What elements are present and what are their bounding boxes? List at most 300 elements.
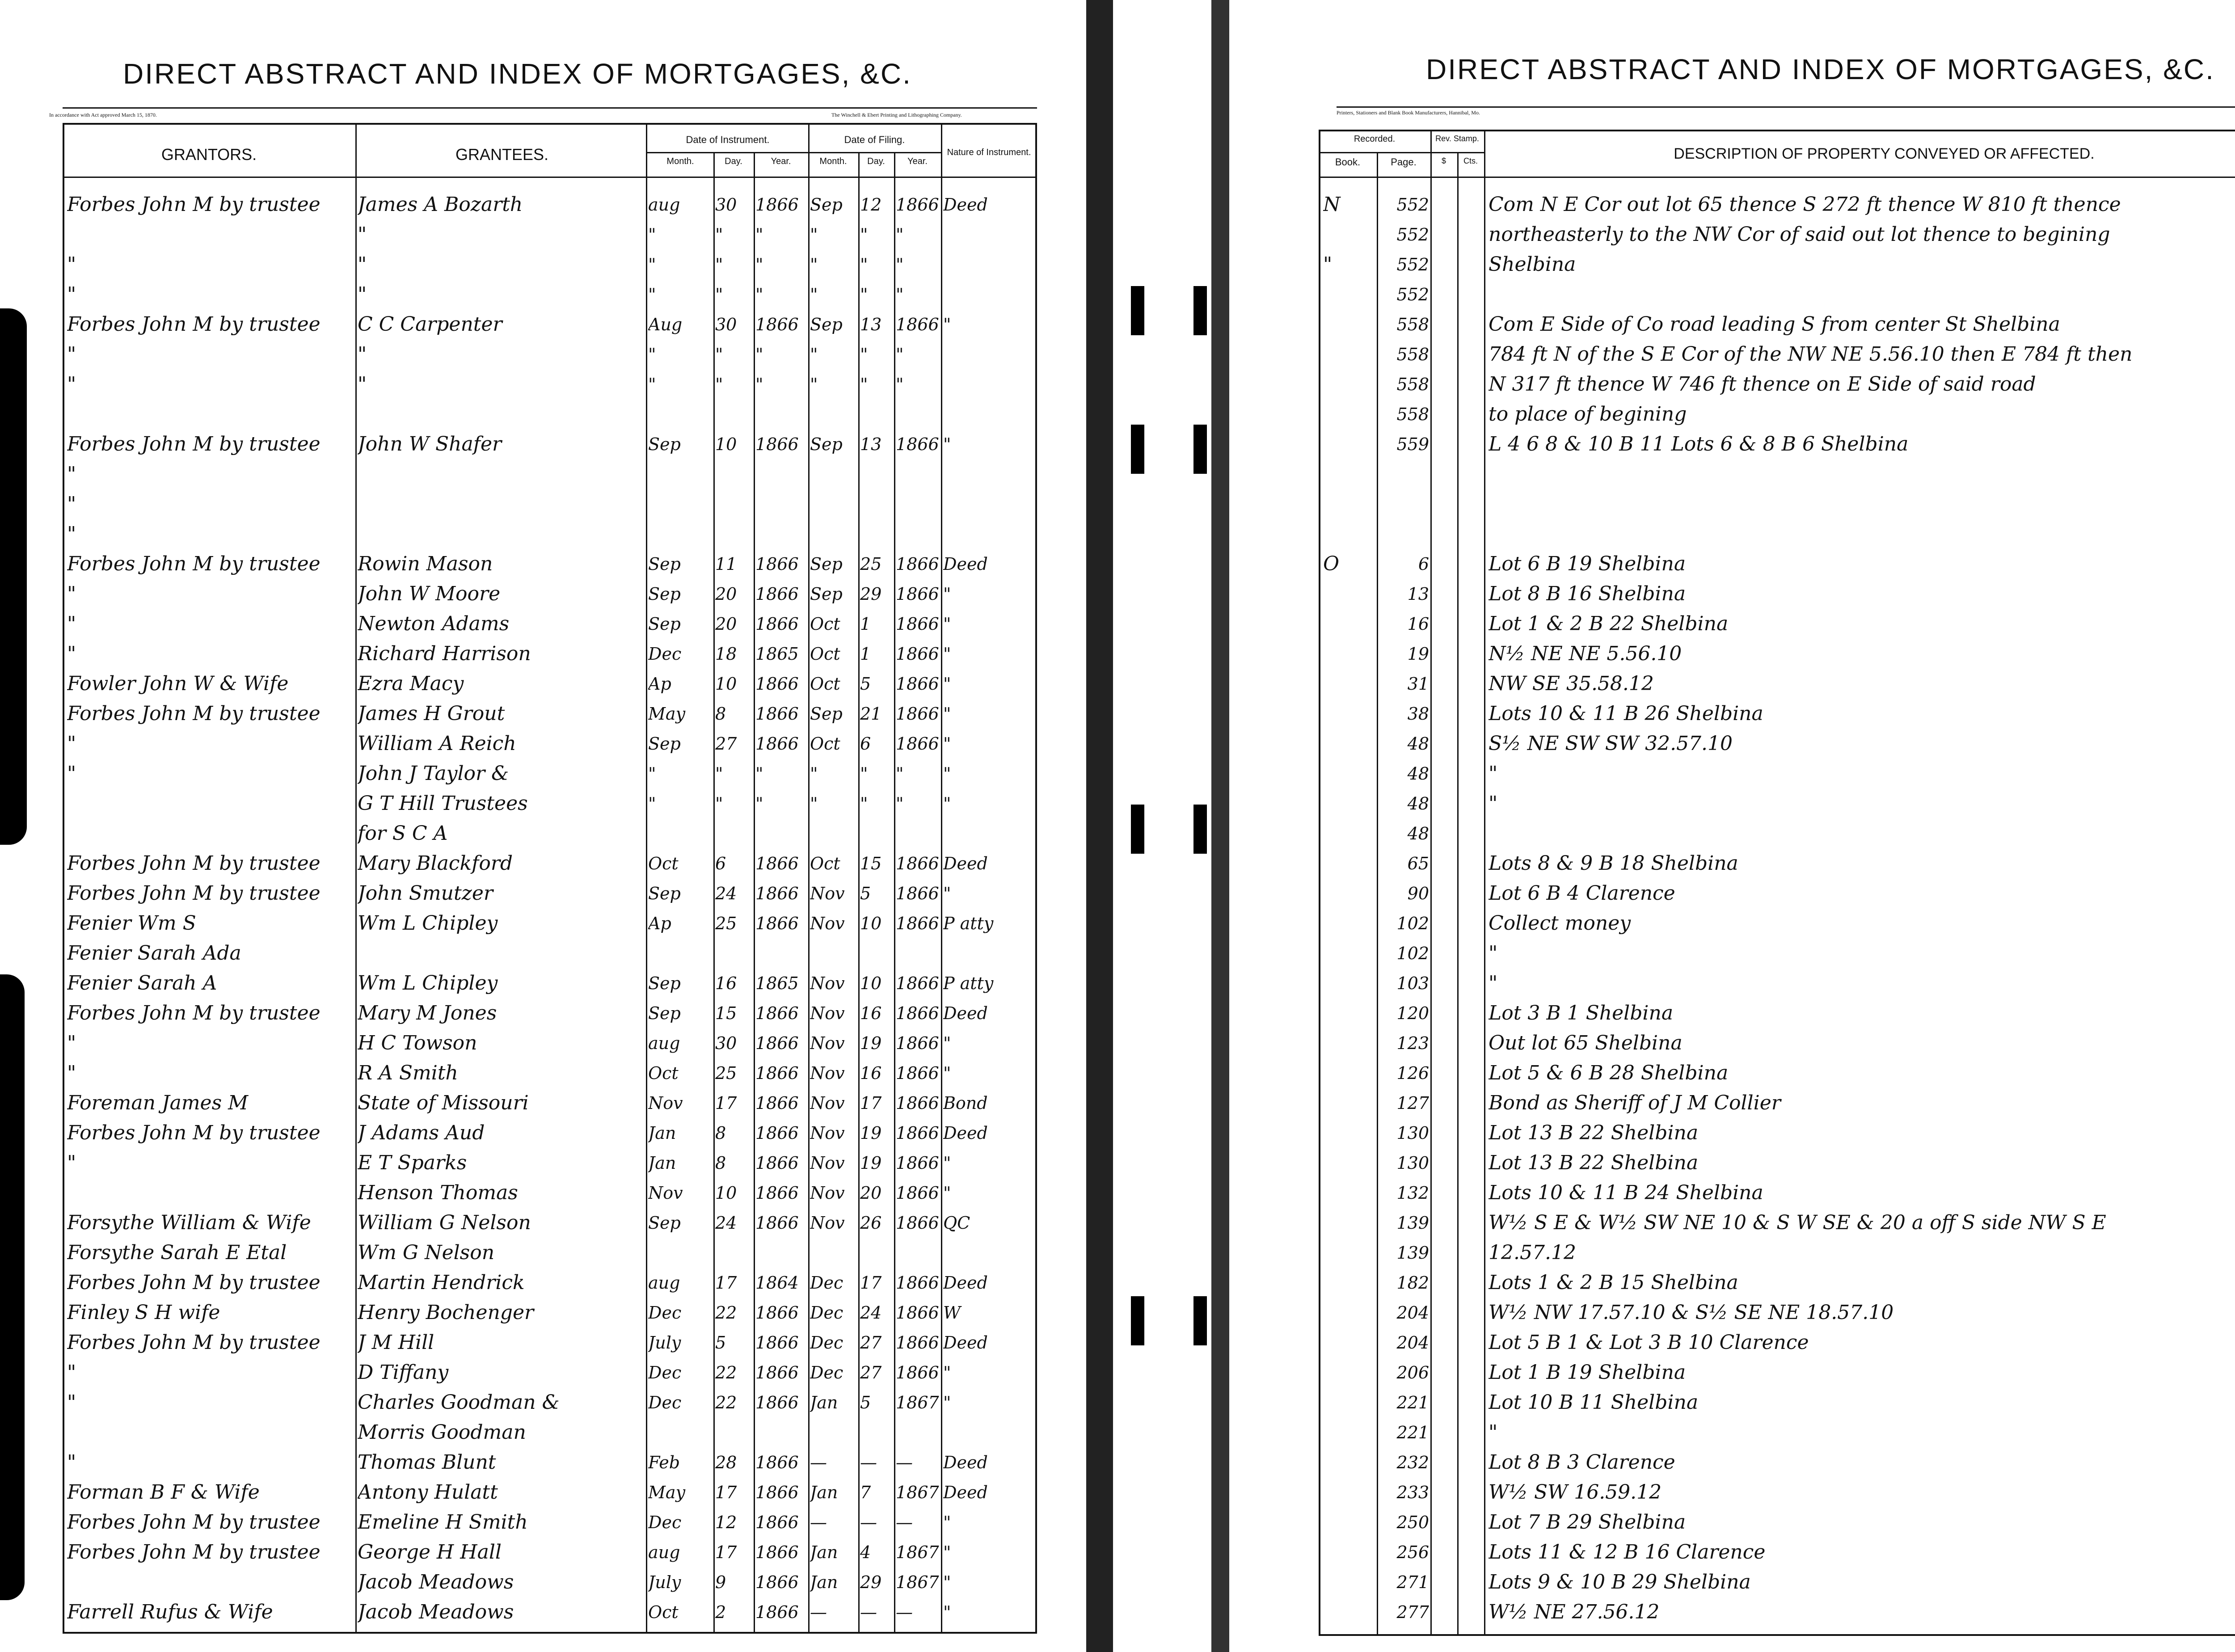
instrument-year-cell: 1866 [755, 1123, 799, 1143]
book-gutter [1064, 0, 1265, 1652]
instrument-year-cell: 1866 [755, 1213, 799, 1233]
description-cell: to place of begining [1489, 403, 1687, 426]
description-cell: NW SE 35.58.12 [1489, 672, 1654, 695]
instrument-day-cell: 24 [715, 884, 737, 903]
grantor-cell: Finley S H wife [67, 1301, 220, 1324]
grantor-cell: " [67, 463, 76, 485]
instrument-month-cell: " [648, 375, 656, 394]
filing-day-cell: 20 [860, 1183, 882, 1203]
nature-cell: " [943, 1602, 951, 1622]
filing-month-cell: Oct [810, 644, 840, 664]
nature-cell: Deed [943, 1003, 988, 1023]
filing-year-cell: 1867 [896, 1572, 939, 1592]
instrument-day-cell: " [715, 345, 723, 364]
filing-year-cell: 1866 [896, 1153, 939, 1173]
nature-cell: " [943, 315, 951, 334]
grantor-cell: " [67, 582, 76, 605]
grantor-cell: " [67, 373, 76, 396]
page-cell: 103 [1396, 974, 1429, 993]
instrument-year-cell: 1866 [755, 914, 799, 933]
header-rev-stamp: Rev. Stamp. [1435, 134, 1479, 143]
column-rule [941, 123, 942, 1634]
filing-year-cell: 1866 [896, 195, 939, 215]
instrument-month-cell: Jan [648, 1153, 676, 1173]
grantee-cell: George H Hall [358, 1541, 502, 1564]
title-rule [1337, 106, 2235, 108]
instrument-year-cell: " [755, 285, 763, 304]
instrument-year-cell: 1865 [755, 644, 799, 664]
filing-month-cell: Nov [810, 1003, 845, 1023]
nature-cell: Deed [943, 1453, 988, 1472]
grantor-cell: " [67, 1361, 76, 1384]
header-nature: Nature of Instrument. [947, 148, 1031, 157]
column-rule [754, 152, 755, 1634]
nature-cell: " [943, 1572, 951, 1592]
description-cell: W½ NE 27.56.12 [1489, 1601, 1660, 1623]
grantor-cell: Forbes John M by trustee [67, 852, 320, 875]
nature-cell: Deed [943, 854, 988, 873]
instrument-month-cell: Ap [648, 674, 671, 694]
instrument-day-cell: 17 [715, 1483, 737, 1502]
page-cell: 204 [1396, 1303, 1429, 1323]
nature-cell: " [943, 704, 951, 724]
description-cell: Lot 5 B 1 & Lot 3 B 10 Clarence [1489, 1331, 1809, 1354]
filing-month-cell: Nov [810, 1183, 845, 1203]
grantee-cell: Newton Adams [358, 612, 510, 635]
nature-cell: Deed [943, 1333, 988, 1353]
instrument-month-cell: " [648, 225, 656, 244]
page-cell: 130 [1396, 1123, 1429, 1143]
instrument-day-cell: " [715, 225, 723, 244]
filing-day-cell: " [860, 285, 868, 304]
grantor-cell: Fowler John W & Wife [67, 672, 289, 695]
grantor-cell: " [67, 1032, 76, 1054]
instrument-month-cell: Feb [648, 1453, 680, 1472]
header-subrule [1319, 152, 1484, 153]
instrument-day-cell: 11 [715, 554, 737, 574]
instrument-day-cell: 16 [715, 974, 737, 993]
grantee-cell: G T Hill Trustees [358, 792, 528, 815]
instrument-day-cell: 30 [715, 195, 737, 215]
filing-month-cell: Sep [810, 704, 843, 724]
description-cell: " [1489, 762, 1498, 785]
nature-cell: P atty [943, 914, 994, 933]
grantor-cell: " [67, 642, 76, 665]
instrument-day-cell: 8 [715, 704, 726, 724]
page-cell: 13 [1407, 584, 1429, 604]
filing-month-cell: Nov [810, 974, 845, 993]
instrument-month-cell: Oct [648, 1063, 679, 1083]
filing-month-cell: " [810, 225, 818, 244]
page-cell: 123 [1396, 1033, 1429, 1053]
grantee-cell: Jacob Meadows [358, 1571, 514, 1593]
header-inst-day: Day. [725, 156, 742, 166]
description-cell: northeasterly to the NW Cor of said out lot thence to begining [1489, 223, 2110, 246]
description-cell: Lot 1 & 2 B 22 Shelbina [1489, 612, 1729, 635]
grantee-cell: Morris Goodman [358, 1421, 526, 1444]
grantee-cell: James A Bozarth [358, 193, 523, 216]
grantor-cell: " [67, 343, 76, 366]
grantor-cell: Forsythe Sarah E Etal [67, 1241, 287, 1264]
instrument-year-cell: 1866 [755, 734, 799, 754]
header-rule [1319, 177, 2235, 178]
instrument-day-cell: 12 [715, 1513, 737, 1532]
nature-cell: " [943, 1033, 951, 1053]
instrument-day-cell: 17 [715, 1542, 737, 1562]
instrument-day-cell: 22 [715, 1393, 737, 1412]
grantor-cell: Forbes John M by trustee [67, 1541, 320, 1564]
header-book: Book. [1335, 156, 1361, 168]
filing-year-cell: " [896, 764, 904, 784]
instrument-year-cell: 1866 [755, 854, 799, 873]
grantee-cell: State of Missouri [358, 1092, 529, 1114]
filing-year-cell: 1866 [896, 734, 939, 754]
description-cell: Lot 8 B 16 Shelbina [1489, 582, 1686, 605]
grantee-cell: C C Carpenter [358, 313, 502, 336]
description-cell: " [1489, 972, 1498, 995]
filing-year-cell: 1866 [896, 614, 939, 634]
grantor-cell: " [67, 493, 76, 515]
page-cell: 271 [1396, 1572, 1429, 1592]
grantor-cell: Fenier Wm S [67, 912, 196, 935]
grantee-cell: Wm L Chipley [358, 912, 498, 935]
filing-month-cell: Dec [810, 1303, 843, 1323]
grantor-cell: Fenier Sarah Ada [67, 942, 241, 965]
instrument-day-cell: 6 [715, 854, 726, 873]
grantee-cell: Ezra Macy [358, 672, 464, 695]
filing-day-cell: 27 [860, 1333, 882, 1353]
header-inst-month: Month. [666, 156, 694, 166]
filing-year-cell: — [896, 1513, 913, 1532]
filing-day-cell: 5 [860, 884, 871, 903]
instrument-day-cell: 8 [715, 1123, 726, 1143]
nature-cell: Deed [943, 1273, 988, 1293]
left-ledger-page [0, 0, 1064, 1652]
instrument-month-cell: " [648, 285, 656, 304]
instrument-day-cell: 27 [715, 734, 737, 754]
nature-cell: " [943, 644, 951, 664]
description-cell: " [1489, 792, 1498, 815]
header-grantors: GRANTORS. [161, 145, 257, 164]
header-grantees: GRANTEES. [455, 145, 549, 164]
instrument-year-cell: 1866 [755, 1063, 799, 1083]
filing-month-cell: " [810, 764, 818, 784]
filing-year-cell: 1866 [896, 884, 939, 903]
filing-year-cell: 1866 [896, 704, 939, 724]
grantor-cell: " [67, 1391, 76, 1414]
grantor-cell: Forbes John M by trustee [67, 1511, 320, 1534]
grantee-cell: Charles Goodman & [358, 1391, 560, 1414]
grantee-cell: Martin Hendrick [358, 1271, 525, 1294]
gutter-mark [1193, 1296, 1207, 1345]
page-cell: 130 [1396, 1153, 1429, 1173]
page-cell: 558 [1396, 375, 1429, 394]
filing-day-cell: " [860, 225, 868, 244]
column-rule [355, 123, 357, 1634]
binding-edge [0, 974, 25, 1600]
description-cell: Out lot 65 Shelbina [1489, 1032, 1683, 1054]
description-cell: Lot 6 B 4 Clarence [1489, 882, 1675, 905]
grantor-cell: " [67, 1062, 76, 1084]
nature-cell: " [943, 1063, 951, 1083]
instrument-year-cell: 1866 [755, 1572, 799, 1592]
grantee-cell: " [358, 223, 367, 246]
filing-year-cell: 1866 [896, 1183, 939, 1203]
instrument-year-cell: 1866 [755, 1453, 799, 1472]
page-cell: 126 [1396, 1063, 1429, 1083]
filing-year-cell: " [896, 255, 904, 274]
grantor-cell: Forbes John M by trustee [67, 433, 320, 455]
grantor-cell: Forbes John M by trustee [67, 193, 320, 216]
grantor-cell: " [67, 612, 76, 635]
description-cell: N 317 ft thence W 746 ft thence on E Side of said road [1489, 373, 2036, 396]
filing-year-cell: 1866 [896, 1213, 939, 1233]
instrument-year-cell: 1866 [755, 704, 799, 724]
filing-month-cell: Jan [810, 1393, 838, 1412]
printer-note: The Winchell & Ebert Printing and Lithographing Company. [831, 112, 962, 118]
page-cell: 552 [1396, 255, 1429, 274]
filing-month-cell: Sep [810, 584, 843, 604]
instrument-year-cell: 1866 [755, 1333, 799, 1353]
filing-month-cell: Sep [810, 554, 843, 574]
grantee-cell: " [358, 283, 367, 306]
nature-cell: Deed [943, 195, 988, 215]
grantor-cell: Forbes John M by trustee [67, 1331, 320, 1354]
page-cell: 65 [1407, 854, 1429, 873]
filing-year-cell: 1866 [896, 1033, 939, 1053]
instrument-month-cell: Sep [648, 974, 681, 993]
instrument-year-cell: 1866 [755, 674, 799, 694]
instrument-year-cell: " [755, 375, 763, 394]
instrument-year-cell: 1866 [755, 1542, 799, 1562]
instrument-month-cell: July [648, 1572, 681, 1592]
instrument-month-cell: Sep [648, 614, 681, 634]
description-cell: Com E Side of Co road leading S from center St Shelbina [1489, 313, 2060, 336]
filing-month-cell: Oct [810, 614, 840, 634]
instrument-month-cell: Ap [648, 914, 671, 933]
filing-day-cell: " [860, 345, 868, 364]
instrument-year-cell: 1866 [755, 315, 799, 334]
grantee-cell: William G Nelson [358, 1211, 531, 1234]
filing-month-cell: Nov [810, 1153, 845, 1173]
instrument-month-cell: May [648, 1483, 686, 1502]
grantee-cell: John Smutzer [358, 882, 493, 905]
filing-month-cell: Nov [810, 1123, 845, 1143]
description-cell: Lot 13 B 22 Shelbina [1489, 1121, 1699, 1144]
nature-cell: " [943, 1183, 951, 1203]
page-cell: 90 [1407, 884, 1429, 903]
page-cell: 139 [1396, 1213, 1429, 1233]
grantee-cell: Jacob Meadows [358, 1601, 514, 1623]
instrument-year-cell: 1866 [755, 1093, 799, 1113]
instrument-day-cell: 25 [715, 914, 737, 933]
grantor-cell: Farrell Rufus & Wife [67, 1601, 273, 1623]
page-cell: 552 [1396, 285, 1429, 304]
instrument-month-cell: Oct [648, 1602, 679, 1622]
instrument-month-cell: " [648, 764, 656, 784]
gutter-mark [1131, 1296, 1144, 1345]
instrument-month-cell: Dec [648, 644, 682, 664]
filing-year-cell: 1866 [896, 434, 939, 454]
page-cell: 256 [1396, 1542, 1429, 1562]
instrument-year-cell: 1866 [755, 1033, 799, 1053]
page-cell: 16 [1407, 614, 1429, 634]
description-cell: Lot 8 B 3 Clarence [1489, 1451, 1675, 1474]
filing-year-cell: " [896, 794, 904, 813]
filing-month-cell: — [810, 1453, 827, 1472]
instrument-day-cell: 24 [715, 1213, 737, 1233]
header-filing-year: Year. [907, 156, 928, 166]
filing-year-cell: 1867 [896, 1542, 939, 1562]
page-cell: 19 [1407, 644, 1429, 664]
filing-year-cell: 1866 [896, 1363, 939, 1382]
grantee-cell: E T Sparks [358, 1151, 467, 1174]
filing-day-cell: 1 [860, 644, 871, 664]
filing-year-cell: 1866 [896, 854, 939, 873]
filing-month-cell: Nov [810, 1063, 845, 1083]
nature-cell: P atty [943, 974, 994, 993]
filing-month-cell: — [810, 1513, 827, 1532]
instrument-day-cell: " [715, 285, 723, 304]
grantee-cell: Mary Blackford [358, 852, 513, 875]
instrument-day-cell: " [715, 375, 723, 394]
instrument-month-cell: Dec [648, 1513, 682, 1532]
nature-cell: Deed [943, 554, 988, 574]
description-cell: Lots 1 & 2 B 15 Shelbina [1489, 1271, 1738, 1294]
page-cell: 132 [1396, 1183, 1429, 1203]
filing-day-cell: 16 [860, 1063, 882, 1083]
instrument-day-cell: 15 [715, 1003, 737, 1023]
nature-cell: " [943, 434, 951, 454]
filing-day-cell: 19 [860, 1153, 882, 1173]
page-cell: 558 [1396, 405, 1429, 424]
description-cell: Lots 10 & 11 B 24 Shelbina [1489, 1181, 1763, 1204]
page-cell: 139 [1396, 1243, 1429, 1263]
grantee-cell: John J Taylor & [358, 762, 509, 785]
filing-year-cell: 1866 [896, 584, 939, 604]
instrument-year-cell: 1866 [755, 1303, 799, 1323]
filing-month-cell: Dec [810, 1333, 843, 1353]
page-cell: 38 [1407, 704, 1429, 724]
filing-day-cell: 12 [860, 195, 882, 215]
instrument-day-cell: " [715, 255, 723, 274]
page-cell: 232 [1396, 1453, 1429, 1472]
filing-year-cell: 1866 [896, 554, 939, 574]
filing-day-cell: 27 [860, 1363, 882, 1382]
description-cell: Lot 3 B 1 Shelbina [1489, 1002, 1674, 1024]
gutter-mark [1193, 286, 1207, 335]
filing-day-cell: " [860, 794, 868, 813]
filing-day-cell: 13 [860, 315, 882, 334]
instrument-day-cell: 25 [715, 1063, 737, 1083]
grantor-cell: Forman B F & Wife [67, 1481, 260, 1504]
header-description: DESCRIPTION OF PROPERTY CONVEYED OR AFFECTED. [1674, 145, 2095, 162]
filing-year-cell: — [896, 1602, 913, 1622]
instrument-year-cell: 1866 [755, 434, 799, 454]
instrument-month-cell: Dec [648, 1363, 682, 1382]
description-cell: W½ NW 17.57.10 & S½ SE NE 18.57.10 [1489, 1301, 1894, 1324]
filing-day-cell: 5 [860, 674, 871, 694]
filing-month-cell: " [810, 794, 818, 813]
filing-year-cell: 1866 [896, 315, 939, 334]
grantee-cell: Wm G Nelson [358, 1241, 495, 1264]
filing-day-cell: 19 [860, 1123, 882, 1143]
grantor-cell: Forbes John M by trustee [67, 882, 320, 905]
page-title: DIRECT ABSTRACT AND INDEX OF MORTGAGES, &C. [123, 58, 912, 90]
instrument-month-cell: aug [648, 1273, 680, 1293]
filing-month-cell: Sep [810, 434, 843, 454]
grantor-cell: Forsythe William & Wife [67, 1211, 311, 1234]
instrument-month-cell: Dec [648, 1303, 682, 1323]
instrument-day-cell: " [715, 794, 723, 813]
filing-day-cell: 21 [860, 704, 882, 724]
header-filing-day: Day. [867, 156, 885, 166]
grantor-cell: Foreman James M [67, 1092, 249, 1114]
description-cell: Lots 10 & 11 B 26 Shelbina [1489, 702, 1763, 725]
instrument-day-cell: 30 [715, 315, 737, 334]
instrument-month-cell: Dec [648, 1393, 682, 1412]
page-cell: 277 [1396, 1602, 1429, 1622]
filing-year-cell: " [896, 285, 904, 304]
instrument-day-cell: 22 [715, 1303, 737, 1323]
book-cell: O [1323, 552, 1340, 575]
header-inst-year: Year. [771, 156, 791, 166]
filing-month-cell: " [810, 375, 818, 394]
page-cell: 552 [1396, 195, 1429, 215]
filing-year-cell: " [896, 345, 904, 364]
filing-day-cell: " [860, 375, 868, 394]
nature-cell: Deed [943, 1123, 988, 1143]
grantor-cell: " [67, 1451, 76, 1474]
instrument-year-cell: 1864 [755, 1273, 799, 1293]
instrument-year-cell: 1866 [755, 1153, 799, 1173]
grantee-cell: H C Towson [358, 1032, 477, 1054]
column-rule [808, 123, 810, 1634]
instrument-year-cell: 1866 [755, 1363, 799, 1382]
page-cell: 221 [1396, 1423, 1429, 1442]
grantee-cell: John W Shafer [358, 433, 502, 455]
page-cell: 6 [1418, 554, 1429, 574]
column-rule [713, 152, 715, 1634]
page-cell: 48 [1407, 794, 1429, 813]
filing-day-cell: 25 [860, 554, 882, 574]
instrument-month-cell: Nov [648, 1093, 683, 1113]
filing-year-cell: 1866 [896, 914, 939, 933]
grantee-cell: " [358, 343, 367, 366]
page-cell: 221 [1396, 1393, 1429, 1412]
grantee-cell: Thomas Blunt [358, 1451, 496, 1474]
instrument-year-cell: " [755, 794, 763, 813]
instrument-year-cell: 1866 [755, 554, 799, 574]
instrument-day-cell: 10 [715, 434, 737, 454]
nature-cell: Deed [943, 1483, 988, 1502]
instrument-month-cell: aug [648, 1033, 680, 1053]
grantee-cell: Henry Bochenger [358, 1301, 534, 1324]
column-rule [646, 123, 647, 1634]
filing-day-cell: 10 [860, 914, 882, 933]
filing-day-cell: 4 [860, 1542, 871, 1562]
instrument-year-cell: 1866 [755, 614, 799, 634]
description-cell: N½ NE NE 5.56.10 [1489, 642, 1682, 665]
nature-cell: " [943, 794, 951, 813]
page-cell: 204 [1396, 1333, 1429, 1353]
grantor-cell: Forbes John M by trustee [67, 1121, 320, 1144]
instrument-day-cell: 10 [715, 1183, 737, 1203]
filing-month-cell: Sep [810, 195, 843, 215]
instrument-month-cell: July [648, 1333, 681, 1353]
description-cell: S½ NE SW SW 32.57.10 [1489, 732, 1733, 755]
instrument-month-cell: Aug [648, 315, 683, 334]
